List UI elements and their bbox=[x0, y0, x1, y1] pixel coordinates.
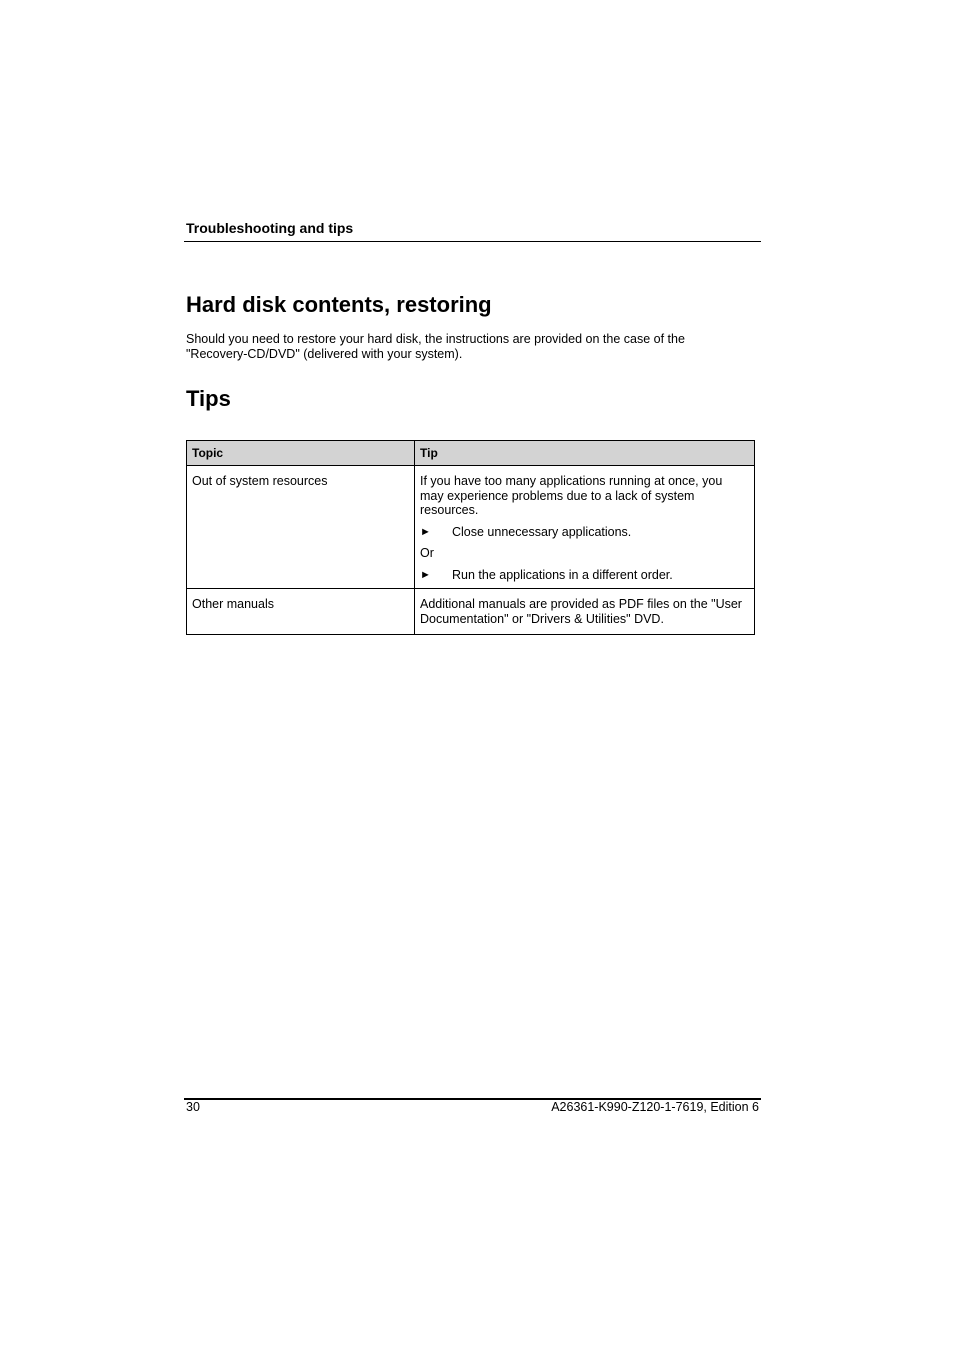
document-id: A26361-K990-Z120-1-7619, Edition 6 bbox=[551, 1100, 759, 1114]
topic-cell: Other manuals bbox=[187, 589, 415, 635]
header-rule bbox=[184, 241, 761, 242]
tip-intro: If you have too many applications running at once, you may experience problems due to a lack of system resources. bbox=[420, 474, 723, 517]
tip-cell bbox=[415, 466, 755, 589]
column-header-tip: Tip bbox=[415, 441, 755, 466]
table-row bbox=[187, 466, 755, 589]
list-item bbox=[420, 568, 749, 583]
column-header-topic: Topic bbox=[187, 441, 415, 466]
bullet-text: Run the applications in a different order. bbox=[452, 567, 673, 582]
heading-hard-disk-restoring: Hard disk contents, restoring bbox=[186, 292, 492, 317]
running-header: Troubleshooting and tips bbox=[186, 220, 354, 236]
topic-cell: Out of system resources bbox=[187, 466, 415, 589]
bullet-text: Close unnecessary applications. bbox=[452, 524, 632, 539]
arrow-right-icon: ► bbox=[420, 525, 431, 538]
restore-paragraph: Should you need to restore your hard disk, the instructions are provided on the case of the "Recovery-CD/DVD" (delivered with your system). bbox=[186, 332, 685, 361]
tips-table bbox=[186, 440, 755, 635]
heading-tips: Tips bbox=[186, 386, 231, 411]
table-row bbox=[187, 589, 755, 635]
tip-cell bbox=[415, 589, 755, 635]
table-header-row bbox=[187, 441, 755, 466]
list-item bbox=[420, 525, 749, 540]
tip-intro: Additional manuals are provided as PDF files on the "User Documentation" or "Drivers & Utilities" DVD. bbox=[420, 597, 742, 626]
or-text: Or bbox=[420, 546, 434, 560]
arrow-right-icon: ► bbox=[420, 568, 431, 581]
page-number: 30 bbox=[186, 1100, 200, 1114]
